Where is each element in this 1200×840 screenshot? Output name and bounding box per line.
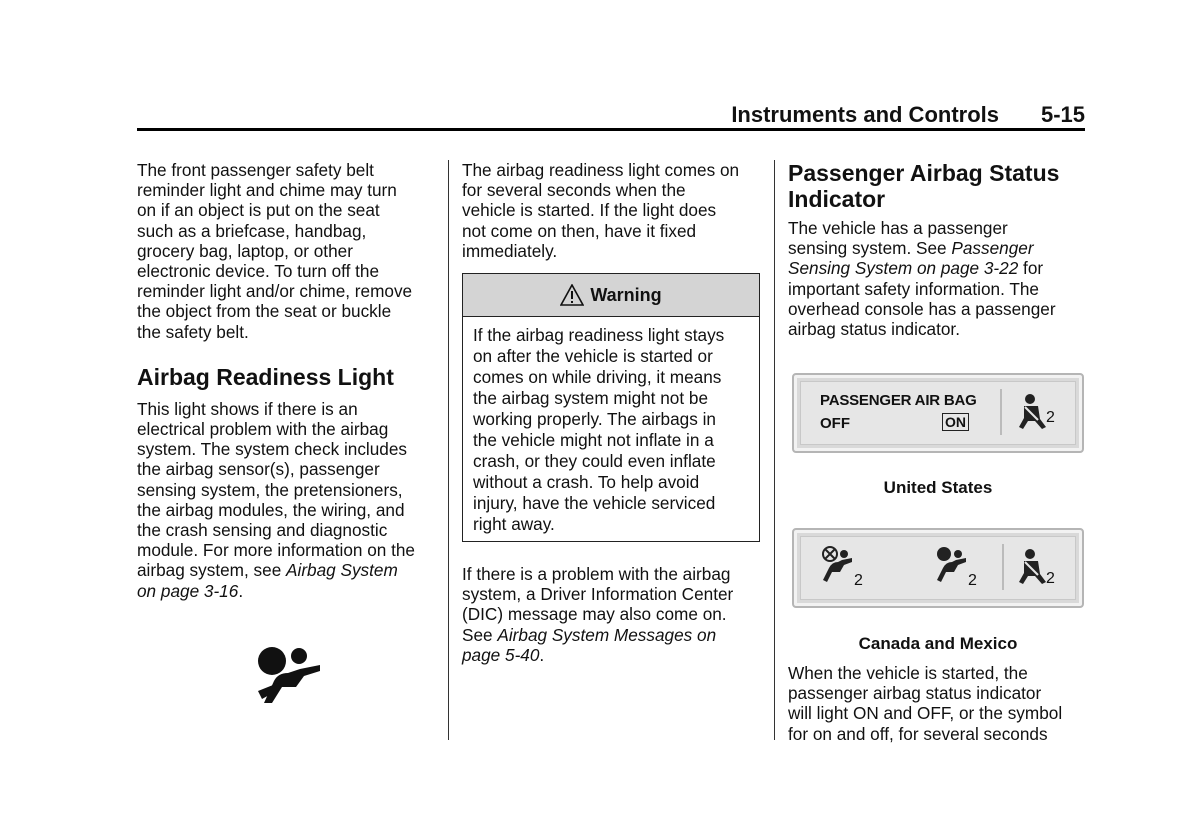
text-fragment: .: [238, 580, 244, 601]
warning-triangle-icon: [560, 284, 584, 306]
text-line: module. For more information on the: [137, 540, 415, 561]
text-line: such as a briefcase, handbag,: [137, 220, 367, 241]
cross-reference-link[interactable]: Airbag System: [286, 560, 398, 581]
text-line: [462, 645, 762, 665]
column-3: [788, 160, 1088, 339]
us-airbag-status-panel: [792, 373, 1084, 453]
text-line: for several seconds when the: [462, 180, 686, 201]
text-line: comes on while driving, it means: [473, 367, 722, 387]
text-fragment: See: [462, 624, 493, 645]
seat-number: 2: [1046, 409, 1055, 426]
seat-number: 2: [1046, 570, 1055, 587]
text-line: electrical problem with the airbag: [137, 419, 389, 440]
text-line: system. The system check includes: [137, 439, 408, 460]
text-line: will light ON and OFF, or the symbol: [788, 703, 1063, 724]
text-line: This light shows if there is an: [137, 398, 358, 419]
page-number: 5-15: [1040, 102, 1085, 127]
airbag-readiness-paragraph: [137, 399, 439, 601]
text-line: for on and off, for several seconds: [788, 723, 1048, 744]
panel-label-passenger-air-bag: PASSENGER AIR BAG: [820, 392, 977, 409]
text-line: grocery bag, laptop, or other: [137, 240, 353, 261]
cross-reference-link[interactable]: Sensing System on page 3-22: [788, 258, 1019, 279]
warning-box: [462, 273, 760, 542]
cross-reference-link[interactable]: Airbag System Messages on: [497, 624, 717, 645]
text-fragment: sensing system. See: [788, 238, 947, 259]
text-line: right away.: [473, 514, 555, 534]
text-fragment: airbag system, see: [137, 560, 282, 581]
dic-message-paragraph: [462, 564, 762, 665]
text-line: on after the vehicle is started or: [473, 346, 713, 366]
text-line: When the vehicle is started, the: [788, 663, 1028, 683]
column-2: [462, 160, 762, 261]
panel-label-on: ON: [942, 413, 969, 431]
text-line: the crash sensing and diagnostic: [137, 520, 388, 541]
heading-line: Passenger Airbag Status: [788, 160, 1060, 186]
text-line: without a crash. To help avoid: [473, 472, 700, 492]
text-line: immediately.: [462, 240, 558, 261]
text-line: the object from the seat or buckle: [137, 301, 392, 322]
seatbelt-reminder-paragraph: [137, 160, 439, 342]
section-title: Instruments and Controls: [731, 102, 999, 127]
panel-divider: [1000, 389, 1002, 435]
text-line: (DIC) message may also come on.: [462, 604, 727, 625]
text-line: electronic device. To turn off the: [137, 261, 380, 282]
text-line: system, a Driver Information Center: [462, 584, 734, 605]
text-line: vehicle is started. If the light does: [462, 200, 717, 221]
text-line: crash, or they could even inflate: [473, 451, 716, 471]
warning-header: [463, 274, 759, 317]
text-line: injury, have the vehicle serviced: [473, 493, 716, 513]
text-line: [137, 581, 439, 601]
text-line: If there is a problem with the airbag: [462, 564, 731, 584]
passenger-sensing-paragraph: [788, 218, 1088, 339]
airbag-readiness-icon: [252, 643, 322, 708]
column-divider: [448, 160, 449, 740]
canada-mexico-airbag-status-panel: [792, 528, 1084, 608]
caption-canada-mexico: Canada and Mexico: [858, 634, 1018, 653]
text-line: airbag status indicator.: [788, 319, 960, 340]
heading-line: Indicator: [788, 186, 886, 212]
section-heading-passenger-airbag-status: [788, 160, 1088, 212]
text-fragment: for: [1018, 258, 1044, 279]
panel-label-off: OFF: [820, 415, 850, 432]
section-heading-airbag-readiness: Airbag Readiness Light: [137, 363, 394, 390]
text-line: overhead console has a passenger: [788, 298, 1056, 319]
column-divider: [774, 160, 775, 740]
text-line: [788, 238, 1088, 258]
page-header: [137, 100, 1085, 130]
text-line: the airbag sensor(s), passenger: [137, 459, 380, 480]
text-fragment: .: [539, 644, 545, 665]
cross-reference-link[interactable]: on page 3-16: [137, 580, 239, 601]
column-1: [137, 160, 439, 601]
seat-number: 2: [854, 572, 863, 589]
text-line: important safety information. The: [788, 278, 1039, 299]
text-line: the airbag modules, the wiring, and: [137, 499, 405, 520]
text-line: on if an object is put on the seat: [137, 200, 380, 221]
warning-body: [463, 317, 759, 535]
readiness-check-paragraph: [462, 160, 762, 261]
text-line: sensing system, the pretensioners,: [137, 479, 403, 500]
text-line: The airbag readiness light comes on: [462, 160, 740, 180]
text-line: [137, 560, 439, 580]
caption-united-states: United States: [883, 478, 993, 497]
status-indicator-paragraph: [788, 663, 1088, 744]
text-line: working properly. The airbags in: [473, 409, 716, 429]
text-line: passenger airbag status indicator: [788, 683, 1042, 704]
text-line: the safety belt.: [137, 321, 249, 342]
seat-number: 2: [968, 572, 977, 589]
cross-reference-link[interactable]: page 5-40: [462, 644, 540, 665]
text-line: [462, 625, 762, 645]
text-line: the vehicle might not inflate in a: [473, 430, 714, 450]
text-line: If the airbag readiness light stays: [473, 325, 725, 345]
text-line: reminder light and chime may turn: [137, 180, 397, 201]
warning-title: Warning: [590, 284, 662, 305]
cross-reference-link[interactable]: Passenger: [951, 238, 1034, 259]
text-line: the airbag system might not be: [473, 388, 709, 408]
header-rule: [137, 128, 1085, 131]
panel-divider: [1002, 544, 1004, 590]
text-line: The vehicle has a passenger: [788, 218, 1008, 238]
text-line: The front passenger safety belt: [137, 160, 374, 180]
text-line: [788, 258, 1088, 278]
text-line: not come on then, have it fixed: [462, 220, 697, 241]
text-line: reminder light and/or chime, remove: [137, 281, 413, 302]
